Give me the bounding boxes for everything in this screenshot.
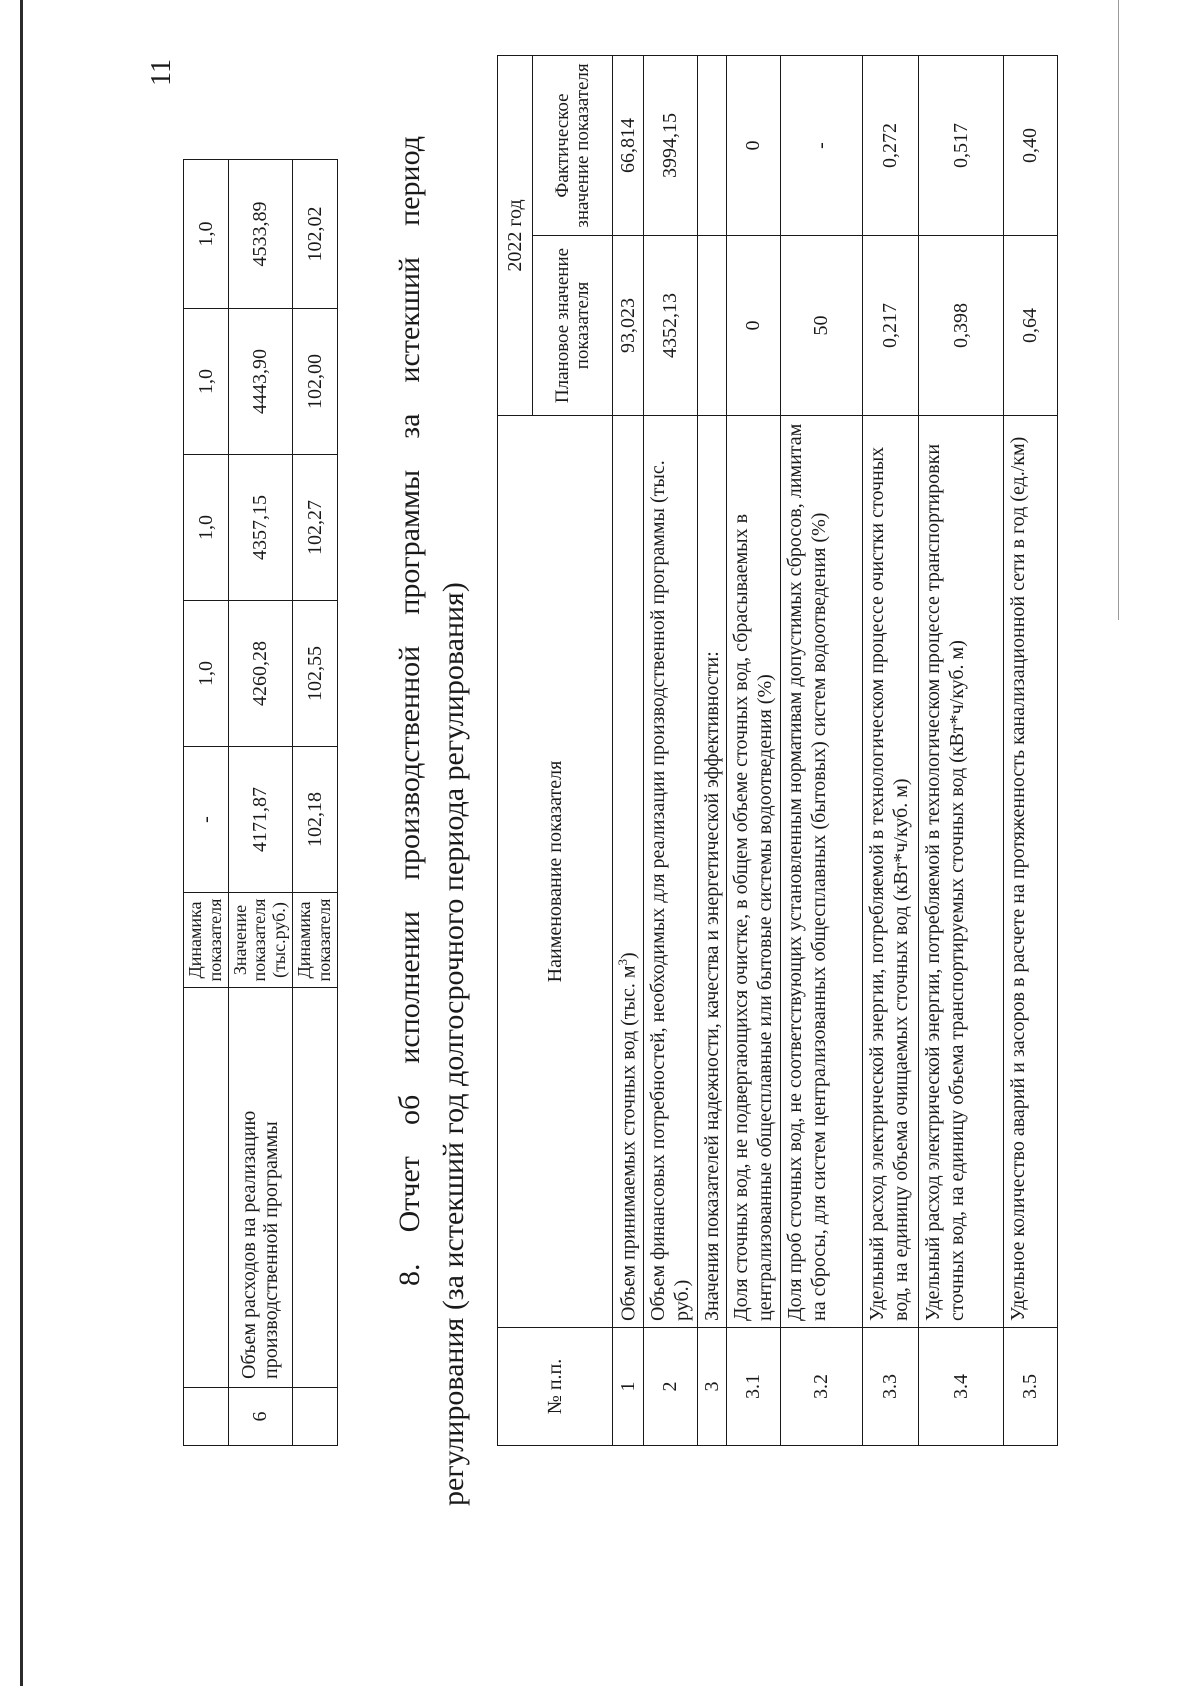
header-name: Наименование показателя: [498, 416, 613, 1328]
cell-name: Доля проб сточных вод, не соответствующих установленным нормативам допустимых сбросов, лимитам на сбросы, для систем централизованных общесплавных (бытовых) систем водоотведения (%): [780, 416, 862, 1328]
cell-plan: 0,217: [862, 236, 918, 416]
cell-value: 4357,15: [228, 455, 292, 601]
table-row: [780, 56, 862, 1446]
table-header-row: [498, 56, 533, 1446]
section-title: 8. Отчет об исполнении производственной программы за истекший период регулирования (за истекший год долгосрочного периода регулирования): [393, 136, 470, 1506]
cell-num: 3.3: [862, 1328, 918, 1446]
cell-value: 102,02: [292, 160, 337, 309]
table-row: [613, 56, 644, 1446]
cell-value: 102,18: [292, 747, 337, 893]
table-row: [726, 56, 780, 1446]
cell-num: 3: [697, 1328, 726, 1446]
table-row: [918, 56, 1003, 1446]
cell-name: Удельный расход электрической энергии, потребляемой в технологическом процессе транспортировки сточных вод, на единицу объема транспортируемых сточных вод (кВт*ч/куб. м): [918, 416, 1003, 1328]
cell-fact: -: [780, 56, 862, 236]
cell-fact: [697, 56, 726, 236]
table-row: [228, 160, 292, 1446]
report-table: [497, 55, 1058, 1446]
cell-fact: 0: [726, 56, 780, 236]
cell-fact: 0,40: [1003, 56, 1057, 236]
cell-fact: 0,517: [918, 56, 1003, 236]
table-row: [1003, 56, 1057, 1446]
cell-plan: 0,398: [918, 236, 1003, 416]
cell-name: Удельное количество аварий и засоров в расчете на протяженность канализационной сети в год (ед./км): [1003, 416, 1057, 1328]
cell-plan: [697, 236, 726, 416]
header-fact: Фактическое значение показателя: [533, 56, 613, 236]
cell-plan: 0,64: [1003, 236, 1057, 416]
cell-value: -: [184, 747, 229, 893]
table-row: [184, 160, 229, 1446]
cell-value: 102,00: [292, 309, 337, 455]
cell-value: 4443,90: [228, 309, 292, 455]
cell-name: Объем расходов на реализацию производственной программы: [228, 988, 292, 1388]
page-number: 11: [146, 59, 177, 86]
cell-name: Удельный расход электрической энергии, потребляемой в технологическом процессе очистки сточных вод, на единицу объема очищаемых сточных вод (кВт*ч/куб. м): [862, 416, 918, 1328]
cell-num: 3.1: [726, 1328, 780, 1446]
cell-num: 6: [228, 1388, 292, 1446]
cell-num: 3.2: [780, 1328, 862, 1446]
header-plan: Плановое значение показателя: [533, 236, 613, 416]
cell-num: 2: [643, 1328, 697, 1446]
cell-label: Динамика показателя: [292, 893, 337, 988]
table-row: [643, 56, 697, 1446]
cell-plan: 93,023: [613, 236, 644, 416]
cell-value: 1,0: [184, 455, 229, 601]
cell-value: 4260,28: [228, 601, 292, 747]
cell-num: 3.4: [918, 1328, 1003, 1446]
cell-value: 4171,87: [228, 747, 292, 893]
cell-value: 102,55: [292, 601, 337, 747]
cell-value: 1,0: [184, 309, 229, 455]
cell-plan: 50: [780, 236, 862, 416]
table-row: [292, 160, 337, 1446]
cell-value: 1,0: [184, 160, 229, 309]
table-row: [862, 56, 918, 1446]
cell-name: Доля сточных вод, не подвергающихся очистке, в общем объеме сточных вод, сбрасываемых в централизованные общесплавные или бытовые системы водоотведения (%): [726, 416, 780, 1328]
cell-num: 1: [613, 1328, 644, 1446]
header-num: № п.п.: [498, 1328, 613, 1446]
cell-name: Объем принимаемых сточных вод (тыс. $м^3$): [613, 416, 644, 1328]
cell-plan: 4352,13: [643, 236, 697, 416]
cell-name: Значения показателей надежности, качества и энергетической эффективности:: [697, 416, 726, 1328]
cell-plan: 0: [726, 236, 780, 416]
cell-value: 4533,89: [228, 160, 292, 309]
cell-value: 1,0: [184, 601, 229, 747]
continuation-table: [183, 159, 338, 1446]
cell-fact: 66,814: [613, 56, 644, 236]
header-year: 2022 год: [498, 56, 533, 416]
table-row: [697, 56, 726, 1446]
cell-label: Значение показателя (тыс.руб.): [228, 893, 292, 988]
cell-value: 102,27: [292, 455, 337, 601]
cell-fact: 3994,15: [643, 56, 697, 236]
cell-name: Объем финансовых потребностей, необходимых для реализации производственной программы (тыс. руб.): [643, 416, 697, 1328]
cell-label: Динамика показателя: [184, 893, 229, 988]
cell-num: 3.5: [1003, 1328, 1057, 1446]
cell-fact: 0,272: [862, 56, 918, 236]
